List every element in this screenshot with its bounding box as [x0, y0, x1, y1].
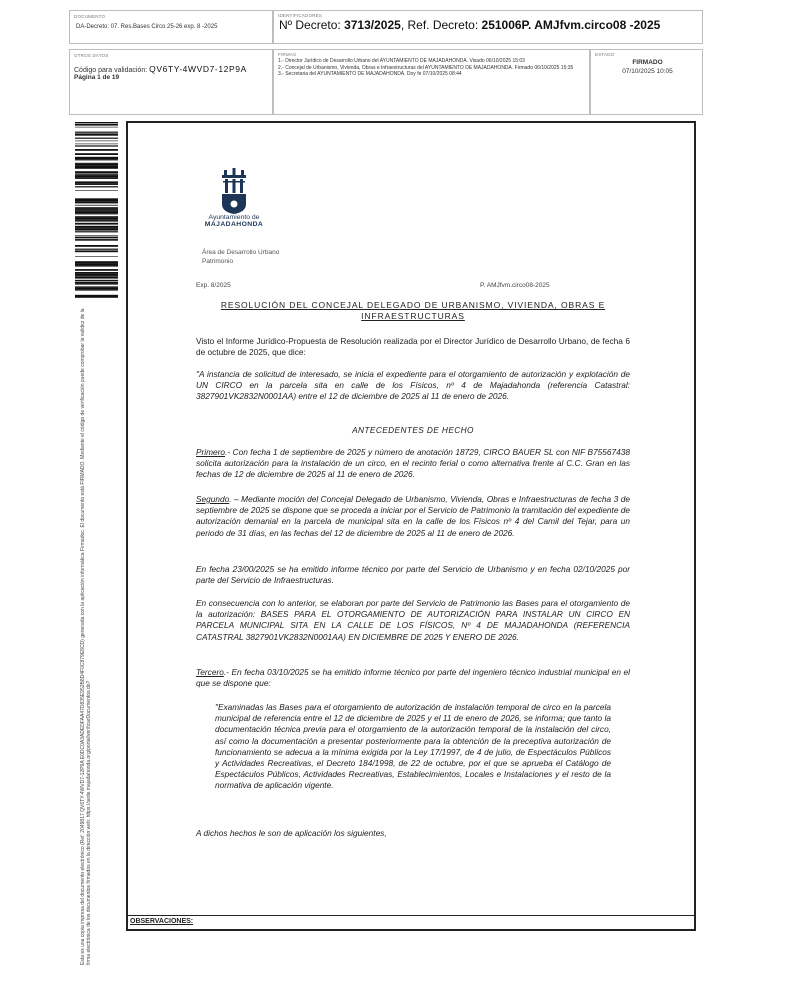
decree-number: 3713/2025 [344, 18, 401, 32]
segundo-label: Segundo [196, 494, 230, 504]
quote-tercero-paragraph: "Examinadas las Bases para el otorgamiento de autorización de instalación temporal de circo en la parcela municipal de referencia entre el 12 de diciembre de 2025 y el 11 de enero de 2026, se informa; que tanto la documentación técnica previa para el otorgamiento de la autorización temporal de la instalación del circo, así como la documentación a presentar posteriormente para la obtención de la preceptiva autorización de funcionamiento se adecua a la mínima exigida por la Ley 17/1997, de 4 de julio, de Espectáculos Públicos y Actividades Recreativas, el Decreto 184/1998, de 22 de octubre, por el que se aprueba el Catálogo de Espectáculos Públicos, Actividades Recreativas, Establecimientos, Locales e Instalaciones y el resto de la normativa de aplicación vigente. [215, 702, 611, 791]
proposal-reference: P. AMJfvm.circo08-2025 [480, 282, 550, 289]
document-name: DA-Decreto: 07. Res.Bases Circo 25-26 exp. 8 -2025 [76, 24, 218, 30]
closing-paragraph: A dichos hechos le son de aplicación los siguientes, [196, 828, 387, 838]
signature-item: 2.- Concejal de Urbanismo, Vivienda, Obras e Infraestructuras del AYUNTAMIENTO DE MAJADAHONDA. Firmado 06/10/2025 15:35 [278, 64, 574, 71]
validation-label: Código para validación: [74, 67, 150, 74]
validation-code[interactable]: QV6TY-4WVD7-12P9A [149, 64, 247, 74]
informe-paragraph: En fecha 23/00/2025 se ha emitido informe técnico por parte del Servicio de Urbanismo y en fecha 02/10/2025 por parte del Servicio de Infraestructuras. [196, 564, 630, 586]
identifiers-box [273, 10, 703, 44]
side-verification-text: Esta es una copia impresa del documento electrónico (Ref: 2049817 QV6TY-4WVD7-12P9A E0DC0A3ADEDFAA47D835E952B8D4F0C879E8CD) generada con la aplicación informática Firmadoc. El documento está FIRMADO. Mediante el código de verificación puede comprobar la validez de la firma electrónica de los documentos firmados en la dirección web: https://sede.majadahonda.org/portal/verificarDocumentos.do? [80, 308, 92, 965]
decree-ref: 251006P. AMJfvm.circo08 -2025 [481, 18, 661, 32]
signatures-label: FIRMAS [278, 52, 297, 57]
intro-paragraph: Visto el Informe Jurídico-Propuesta de Resolución realizada por el Director Jurídico de Desarrollo Urbano, de fecha 6 de octubre de 2025, que dice: [196, 336, 630, 358]
document-label: DOCUMENTO [74, 14, 106, 19]
antecedentes-heading: ANTECEDENTES DE HECHO [352, 425, 474, 435]
state-date: 07/10/2025 10:05 [622, 68, 673, 75]
observations-label: OBSERVACIONES: [130, 918, 194, 925]
state-label: ESTADO [595, 52, 615, 57]
observations-bar [126, 915, 696, 929]
identifiers-label: IDENTIFICADORES [278, 13, 323, 18]
page-info: Página 1 de 19 [74, 74, 120, 81]
bases-paragraph: En consecuencia con lo anterior, se elaboran por parte del Servicio de Patrimonio las Bases para el otorgamiento de la autorización: BASES PARA EL OTORGAMIENTO DE AUTORIZACIÓN PARA INSTALAR UN CIRCO EN PARCELA MUNICIPAL SITA EN LA CALLE DE LOS FÍSICOS, Nº 4 DE MAJADAHONDA (REFERENCIA CATASTRAL 3827901VK2832N0001AA) EN DICIEMBRE DE 2025 Y ENERO DE 2026. [196, 598, 630, 642]
primero-paragraph [196, 447, 630, 481]
state-box [590, 49, 703, 115]
barcode-image [75, 122, 118, 300]
municipality-logo [196, 168, 272, 228]
primero-text: .- Con fecha 1 de septiembre de 2025 y número de anotación 18729, CIRCO BAUER SL con NIF B75567438 solicita autorización para la instalación de un circo, en el recinto ferial o como alternativa frente al C.C. Gran en las fechas de 12 de diciembre de 2025 al 11 de enero de 2026. [196, 447, 630, 480]
tercero-text: .- En fecha 03/10/2025 se ha emitido informe técnico por parte del ingeniero técnico industrial municipal en el que se dispone que: [196, 667, 630, 689]
department-section: Patrimonio [202, 258, 234, 265]
logo-line2: MAJADAHONDA [204, 221, 264, 228]
logo-line1: Ayuntamiento de [208, 214, 260, 221]
signature-item: 3.- Secretaria del AYUNTAMIENTO DE MAJADAHONDA. Doy fe 07/10/2025 08:44 [278, 71, 462, 77]
resolution-title: RESOLUCIÓN DEL CONCEJAL DELEGADO DE URBANISMO, VIVIENDA, OBRAS E INFRAESTRUCTURAS [220, 300, 606, 321]
segundo-paragraph [196, 494, 630, 539]
decree-identifier [279, 18, 699, 32]
tercero-paragraph [196, 667, 630, 689]
segundo-text: . – Mediante moción del Concejal Delegado de Urbanismo, Vivienda, Obras e Infraestructuras de fecha 3 de septiembre de 2025 se dispone que se proceda a iniciar por el Servicio de Patrimonio la tramitación del expediente de autorización demanial en la parcela de municipal sita en la calle de los Físicos nº 4 del Camil del Tejar, para un periodo de 31 días, en las fechas del 12 de diciembre de 2025 al 11 de enero de 2026. [196, 494, 631, 538]
document-box [69, 10, 273, 44]
other-data-box [69, 49, 273, 115]
other-data-label: OTROS DATOS [74, 53, 109, 58]
quote-intro-paragraph: "A instancia de solicitud de interesado, se inicia el expediente para el otorgamiento de autorización y explotación de UN CIRCO en la parcela sita en calle de los Físicos, nº 4 de Majadahonda (referencia Catastral: 3827901VK2832N0001AA) entre el 12 de diciembre de 2025 al 11 de enero de 2026. [196, 369, 630, 402]
tercero-label: Tercero [196, 667, 224, 677]
crown-shield-icon [219, 168, 249, 214]
signature-item: 1.- Director Jurídico de Desarrollo Urbano del AYUNTAMIENTO DE MAJADAHONDA. Visado 06/10/2025 15:03 [278, 58, 525, 64]
signatures-box [273, 49, 590, 115]
signature-list [278, 58, 584, 78]
validation-line [74, 64, 247, 74]
primero-label: Primero [196, 447, 226, 457]
state-status: FIRMADO [632, 59, 663, 66]
ident-mid: , Ref. Decreto: [400, 18, 482, 32]
department-area: Área de Desarrollo Urbano [202, 249, 280, 256]
ident-prefix: Nº Decreto: [279, 18, 345, 32]
expedient-number: Exp. 8/2025 [196, 282, 231, 289]
